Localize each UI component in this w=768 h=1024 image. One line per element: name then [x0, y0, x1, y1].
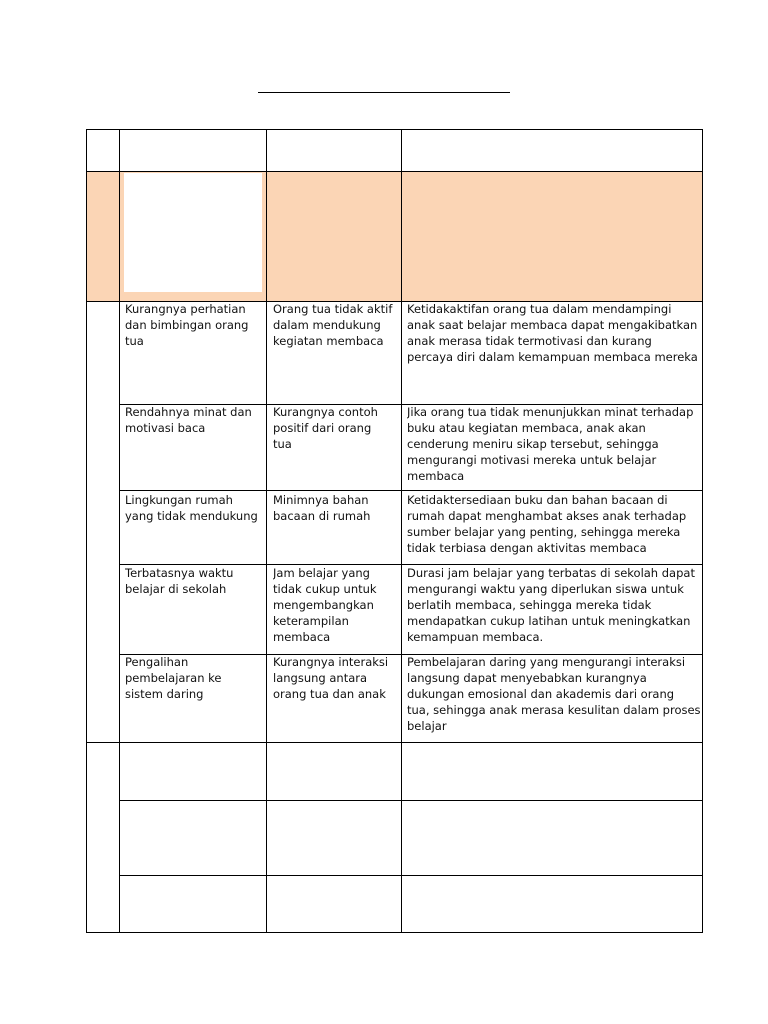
row-divider — [119, 875, 702, 876]
table-cell-cause: Orang tua tidak aktif dalam mendukung kegiatan membaca — [273, 302, 393, 348]
table-cell-cause: Minimnya bahan bacaan di rumah — [273, 493, 371, 523]
row-divider — [119, 800, 702, 801]
column-divider — [401, 130, 402, 932]
row-divider — [119, 490, 702, 491]
table-cell-problem: Kurangnya perhatian dan bimbingan orang tua — [125, 302, 249, 348]
row-divider — [87, 171, 702, 172]
column-divider — [119, 130, 120, 932]
column-divider — [266, 130, 267, 932]
table-cell-impact: Durasi jam belajar yang terbatas di sekolah dapat mengurangi waktu yang diperlukan siswa untuk berlatih membaca, sehingga mereka tidak mendapatkan cukup latihan untuk meningkatkan kemampuan membaca. — [407, 566, 695, 644]
table-cell-problem: Rendahnya minat dan motivasi baca — [125, 405, 252, 435]
table-cell-problem: Lingkungan rumah yang tidak mendukung — [125, 493, 258, 523]
table-cell-cause: Kurangnya contoh positif dari orang tua — [273, 405, 378, 451]
analysis-table — [86, 129, 703, 933]
table-cell-problem: Pengalihan pembelajaran ke sistem daring — [125, 655, 222, 701]
table-cell-impact: Jika orang tua tidak menunjukkan minat terhadap buku atau kegiatan membaca, anak akan cenderung meniru sikap tersebut, sehingga mengurangi motivasi mereka untuk belajar membaca — [407, 405, 694, 483]
table-cell-impact: Pembelajaran daring yang mengurangi interaksi langsung dapat menyebabkan kurangnya dukungan emosional dan akademis dari orang tua, sehingga anak merasa kesulitan dalam proses belajar — [407, 655, 701, 733]
table-cell-problem: Terbatasnya waktu belajar di sekolah — [125, 566, 234, 596]
table-cell-cause: Kurangnya interaksi langsung antara orang tua dan anak — [273, 655, 389, 701]
table-cell-cause: Jam belajar yang tidak cukup untuk mengembangkan keterampilan membaca — [273, 566, 377, 644]
white-image-placeholder — [124, 173, 262, 292]
table-cell-impact: Ketidakaktifan orang tua dalam mendampingi anak saat belajar membaca dapat mengakibatkan anak merasa tidak termotivasi dan kurang percaya diri dalam kemampuan membaca mereka — [407, 302, 698, 364]
row-divider — [87, 742, 702, 743]
table-cell-impact: Ketidaktersediaan buku dan bahan bacaan di rumah dapat menghambat akses anak terhadap sumber belajar yang penting, sehingga mereka tidak terbiasa dengan aktivitas membaca — [407, 493, 687, 555]
document-title-line — [258, 92, 510, 93]
